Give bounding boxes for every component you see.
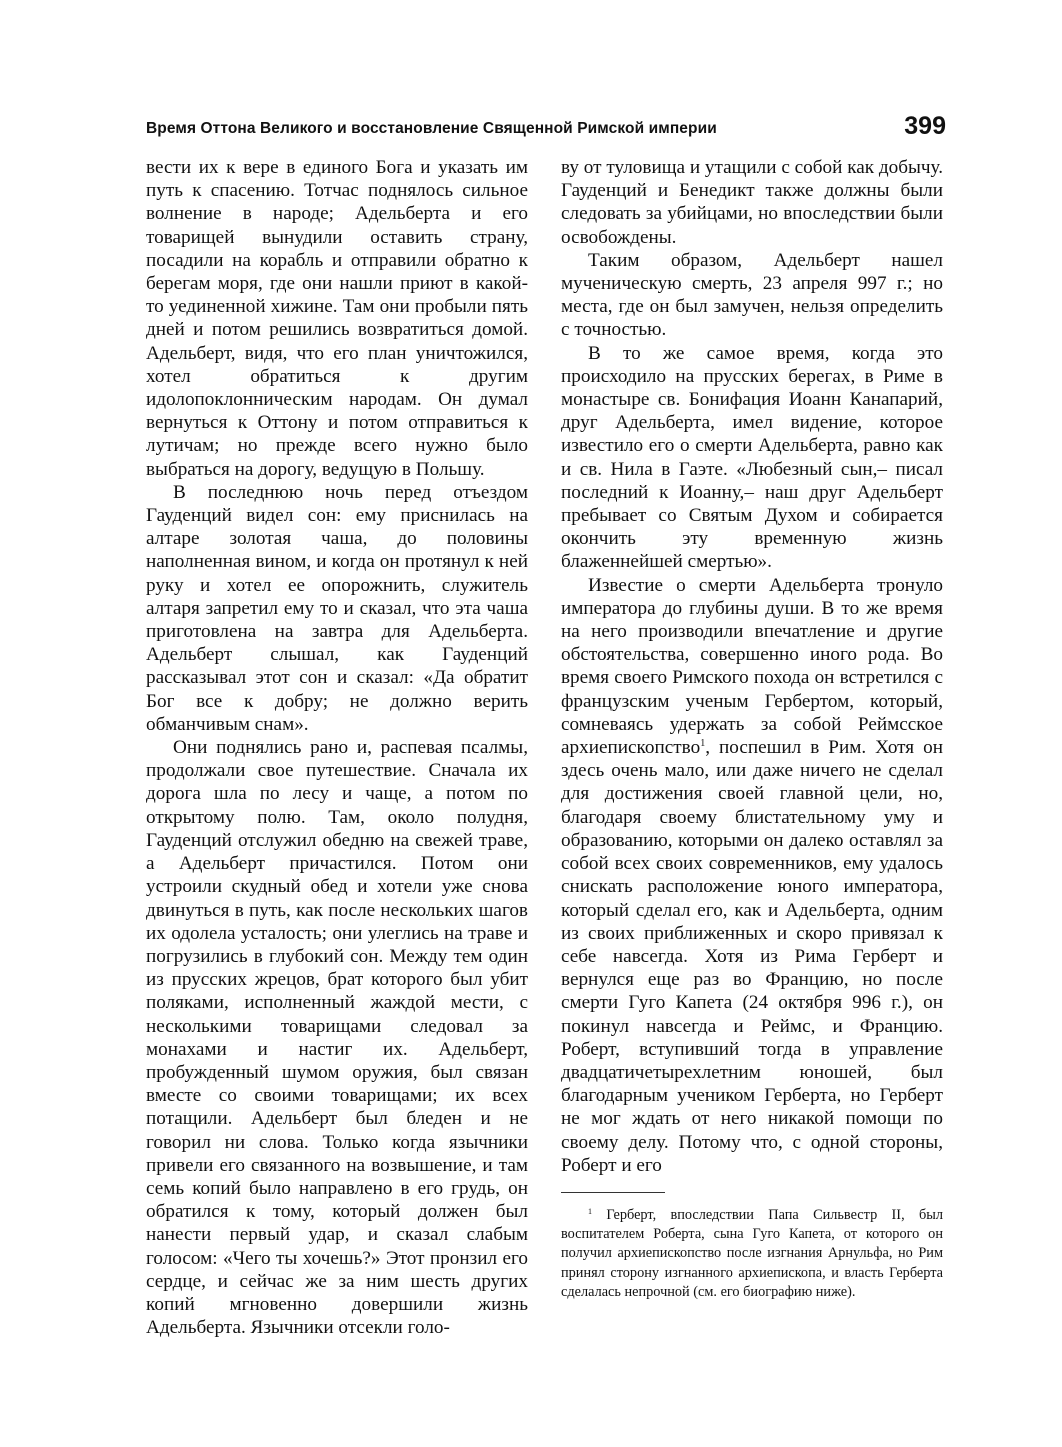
paragraph-7 — [561, 574, 943, 1177]
footnote-marker: 1 — [588, 1207, 592, 1216]
page-number: 399 — [904, 112, 946, 140]
paragraph-2: В последнюю ночь перед отъездом Гауденций видел сон: ему приснилась на алтаре золотая чаша, до половины наполненная вином, и когда он протянул к ней руку и хотел ее опорожнить, служитель алтаря запретил ему то и сказал, что эта чаша приготовлена на завтра для Адельберта. Адельберт слышал, как Гауденций рассказывал этот сон и сказал: «Да обратит Бог все к добру; не должно верить обманчивым снам». — [146, 481, 528, 735]
footnote-divider — [561, 1192, 665, 1193]
paragraph-5: Таким образом, Адельберт нашел мученическую смерть, 23 апреля 997 г.; но места, где он был замучен, нельзя определить с точностью. — [561, 249, 943, 341]
paragraph-4: ву от туловища и утащили с собой как добычу. Гауденций и Бенедикт также должны были следовать за убийцами, но впоследствии были освобождены. — [561, 157, 943, 248]
right-column — [561, 156, 943, 1177]
running-title: Время Оттона Великого и восстановление Священной Римской империи — [146, 120, 717, 137]
paragraph-6: В то же самое время, когда это происходило на прусских берегах, в Риме в монастыре св. Бонифация Иоанн Канапарий, друг Адельберта, имел видение, которое известило его о смерти Адельберта, равно как и св. Нила в Гаэте. «Любезный сын,– писал последний к Иоанну,– наш друг Адельберт пребывает со Святым Духом и собирается окончить эту временную жизнь блаженнейшей смертью». — [561, 342, 943, 573]
footnote — [561, 1206, 943, 1302]
footnote-reference[interactable]: 1 — [700, 738, 706, 750]
paragraph-7-text: Известие о смерти Адельберта тронуло императора до глубины души. В то же время на него производили впечатление и другие обстоятельства, совершенно иного рода. Во время своего Римского похода он встретился с французским ученым Гербертом, который, сомневаясь удержать за собой Реймсское архиепископство — [561, 574, 943, 759]
footnote-text: Герберт, впоследствии Папа Сильвестр II, был воспитателем Роберта, сына Гуго Капета, от которого он получил архиепископство после изгнания Арнульфа, но Рим принял сторону изгнанного архиепископа, и власть Герберта сделалась непрочной (см. его биографию ниже). — [561, 1207, 943, 1300]
paragraph-7-continuation: , поспешил в Рим. Хотя он здесь очень мало, или даже ничего не сделал для достижения своей главной цели, но, благодаря своему блистательному уму и образованию, которыми он далеко оставлял за собой всех своих современников, ему удалось снискать расположение юного императора, который сделал его, как и Адельберта, одним из своих приближенных и скоро привязал к себе навсегда. Хотя из Рима Герберт и вернулся еще раз во Францию, но после смерти Гуго Капета (24 октября 996 г.), он покинул навсегда и Реймс, и Францию. Роберт, вступивший тогда в управление двадцатичетырехлетним юношей, был благодарным учеником Герберта, но Герберт не мог ждать от него никакой помощи по своему делу. Потому что, с одной стороны, Роберт и его — [561, 737, 943, 1176]
paragraph-3: Они поднялись рано и, распевая псалмы, продолжали свое путешествие. Сначала их дорога шла по лесу и чаще, а потом по открытому полю. Там, около полудня, Гауденций отслужил обедню на свежей траве, а Адельберт причастился. Потом они устроили скудный обед и хотели уже снова двинуться в путь, как после нескольких шагов их одолела усталость; они улеглись на траве и погрузились в глубокий сон. Между тем один из прусских жрецов, брат которого был убит поляками, исполненный жаждой мести, с несколькими товарищами следовал за монахами и настиг их. Адельберт, пробужденный шумом оружия, был связан вместе со своими товарищами; их всех потащили. Адельберт был бледен и не говорил ни слова. Только когда язычники привели его связанного на возвышение, и там семь копий было направлено в его грудь, он обратился к тому, который должен был нанести первый удар, и сказал слабым голосом: «Чего ты хочешь?» Этот пронзил его сердце, и сейчас же за ним шесть других копий мгновенно довершили жизнь Адельберта. Язычники отсекли голо- — [146, 737, 528, 1339]
paragraph-1: вести их к вере в единого Бога и указать им путь к спасению. Тотчас поднялось сильное волнение в народе; Адельберта и его товарищей вынудили оставить страну, посадили на корабль и отправили обратно к берегам моря, где они нашли приют в какой-то уединенной хижине. Там они пробыли пять дней и потом решились возвратиться домой. Адельберт, видя, что его план уничтожился, хотел обратиться к другим идолопоклонническим народам. Он думал вернуться к Оттону и потом отправиться к лутичам; но прежде всего нужно было выбраться на дорогу, ведущую в Польшу. — [146, 157, 528, 480]
running-header — [146, 112, 946, 148]
left-column — [146, 156, 528, 1339]
